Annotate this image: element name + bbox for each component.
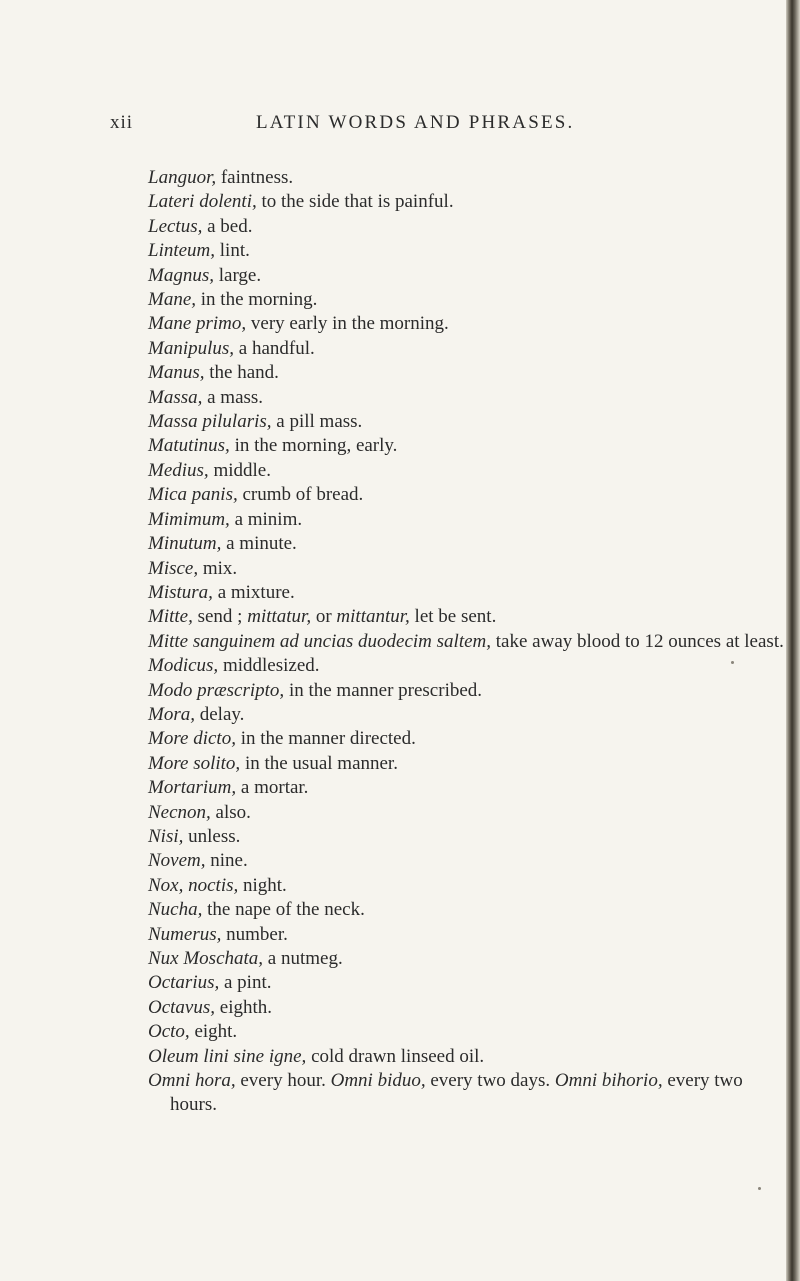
entry-definition: a mass. <box>202 386 264 408</box>
glossary-entry <box>148 849 784 873</box>
glossary-entry <box>148 239 784 263</box>
glossary-entry <box>148 337 784 361</box>
glossary-entry <box>148 386 784 410</box>
page-edge <box>786 0 800 1281</box>
entry-term: More solito, <box>148 752 241 774</box>
entry-definition: every hour. <box>235 1070 331 1092</box>
entry-definition: the hand. <box>204 362 279 384</box>
entry-definition: to the side that is painful. <box>256 191 454 213</box>
glossary-entry <box>148 1069 784 1118</box>
entry-term: Lateri dolenti, <box>148 191 257 213</box>
entry-term: Mora, <box>148 703 195 725</box>
glossary-entry <box>148 776 784 800</box>
entry-definition: faintness. <box>216 167 294 188</box>
entry-definition: a bed. <box>202 215 253 237</box>
entry-term: Numerus, <box>148 923 222 945</box>
entry-definition: a minim. <box>229 508 303 530</box>
entry-term: Octarius, <box>148 972 220 994</box>
entry-definition: in the manner prescribed. <box>284 679 483 701</box>
entry-term: Mitte sanguinem ad uncias duodecim saltem, <box>148 630 492 652</box>
paper-speck <box>731 661 734 664</box>
entry-definition: middlesized. <box>218 655 320 677</box>
entry-definition: delay. <box>194 703 245 725</box>
entry-term: Mitte, <box>148 606 193 628</box>
entry-definition: take away blood to 12 ounces at least. <box>491 630 784 652</box>
entry-definition: mix. <box>198 557 238 579</box>
entry-term-variant: mittantur, <box>336 606 410 628</box>
glossary-entry <box>148 532 784 556</box>
entry-term: Nox, noctis, <box>148 874 239 896</box>
entry-term: Nux Moschata, <box>148 948 264 969</box>
entry-term: Nucha, <box>148 899 203 921</box>
glossary-entry <box>148 1020 784 1044</box>
entry-term: Necnon, <box>148 801 211 823</box>
entry-term: Mica panis, <box>148 484 238 506</box>
entry-term: Mimimum, <box>148 508 230 530</box>
glossary-entry <box>148 264 784 288</box>
entry-definition: a mortar. <box>236 777 309 799</box>
entry-term: Oleum lini sine igne, <box>148 1045 307 1067</box>
glossary-entry <box>148 703 784 727</box>
entry-connector: or <box>311 606 337 628</box>
entry-term: Octo, <box>148 1021 190 1043</box>
entry-definition: in the morning. <box>196 289 318 311</box>
entry-term-variant: Omni biduo, <box>330 1070 426 1092</box>
entry-definition: eighth. <box>215 996 273 1018</box>
entry-definition: number. <box>221 923 288 945</box>
entry-term: Massa, <box>148 386 203 408</box>
entry-definition: send ; <box>192 606 248 628</box>
entry-term-variant: Omni bihorio, <box>554 1070 663 1092</box>
entry-definition: let be sent. <box>409 606 497 628</box>
glossary-entry <box>148 459 784 483</box>
entry-definition: very early in the morning. <box>246 313 449 335</box>
entry-term: Mane, <box>148 289 197 311</box>
glossary-entry <box>148 605 784 629</box>
entry-definition: middle. <box>208 459 271 481</box>
entry-definition: night. <box>238 874 287 896</box>
entry-definition: crumb of bread. <box>237 484 364 506</box>
entry-definition: eight. <box>189 1021 238 1043</box>
glossary-entry <box>148 874 784 898</box>
glossary-entry <box>148 679 784 703</box>
entry-definition: the nape of the neck. <box>202 899 365 921</box>
entry-term: Modicus, <box>148 655 219 677</box>
glossary-entry <box>148 971 784 995</box>
glossary-entry <box>148 654 784 678</box>
entry-term: Linteum, <box>148 240 216 262</box>
glossary-entry <box>148 508 784 532</box>
entry-term: Nisi, <box>148 825 184 847</box>
entry-definition: large. <box>213 264 262 286</box>
entry-term: Languor, <box>148 167 217 188</box>
entry-term: Magnus, <box>148 264 214 286</box>
glossary-entry <box>148 752 784 776</box>
glossary-entry <box>148 898 784 922</box>
entry-term: Mane primo, <box>148 313 247 335</box>
entry-definition: a minute. <box>221 533 297 555</box>
entry-definition: every two days. <box>425 1070 555 1092</box>
glossary-entry <box>148 727 784 751</box>
paper-speck <box>758 1187 761 1190</box>
entry-term: Modo præscripto, <box>148 679 285 701</box>
entry-term: More dicto, <box>148 728 236 750</box>
entry-definition: a nutmeg. <box>263 948 343 969</box>
glossary-entry <box>148 1045 784 1069</box>
entry-term-variant: mittatur, <box>247 606 312 628</box>
running-title: LATIN WORDS AND PHRASES. <box>256 112 575 133</box>
glossary-entry <box>148 215 784 239</box>
entry-definition: nine. <box>205 850 248 872</box>
entry-term: Misce, <box>148 557 199 579</box>
glossary-entry <box>148 434 784 458</box>
entry-definition: cold drawn linseed oil. <box>306 1045 485 1067</box>
glossary-list <box>148 166 784 1118</box>
entry-definition: a pill mass. <box>271 411 363 433</box>
entry-term: Mortarium, <box>148 777 237 799</box>
glossary-entry <box>148 996 784 1020</box>
entry-definition: in the morning, early. <box>229 435 398 457</box>
entry-term: Matutinus, <box>148 435 230 457</box>
entry-term: Minutum, <box>148 533 222 555</box>
glossary-entry <box>148 581 784 605</box>
entry-term: Lectus, <box>148 215 203 237</box>
glossary-entry <box>148 923 784 947</box>
page-header <box>110 112 630 142</box>
glossary-entry <box>148 483 784 507</box>
entry-definition: lint. <box>215 240 250 262</box>
entry-definition: a handful. <box>234 337 315 359</box>
entry-term: Mistura, <box>148 581 213 603</box>
entry-term: Manipulus, <box>148 337 235 359</box>
entry-definition: unless. <box>183 825 241 847</box>
glossary-entry <box>148 361 784 385</box>
glossary-entry <box>148 166 784 190</box>
glossary-entry <box>148 630 784 654</box>
entry-term: Octavus, <box>148 996 216 1018</box>
glossary-entry <box>148 825 784 849</box>
entry-definition: in the manner directed. <box>235 728 416 750</box>
entry-term: Massa pilularis, <box>148 411 272 433</box>
glossary-entry <box>148 410 784 434</box>
glossary-entry <box>148 288 784 312</box>
page-number: xii <box>110 112 134 133</box>
glossary-entry <box>148 557 784 581</box>
entry-definition: a pint. <box>219 972 272 994</box>
glossary-entry <box>148 801 784 825</box>
entry-term: Omni hora, <box>148 1070 236 1092</box>
glossary-entry <box>148 190 784 214</box>
entry-term: Medius, <box>148 459 209 481</box>
entry-term: Manus, <box>148 362 205 384</box>
entry-definition: a mixture. <box>212 581 295 603</box>
entry-term: Novem, <box>148 850 206 872</box>
entry-definition: also. <box>210 801 251 823</box>
glossary-entry <box>148 312 784 336</box>
entry-definition: in the usual manner. <box>240 752 398 774</box>
entry-definition: every two hours. <box>170 1070 743 1116</box>
glossary-entry <box>148 947 784 971</box>
